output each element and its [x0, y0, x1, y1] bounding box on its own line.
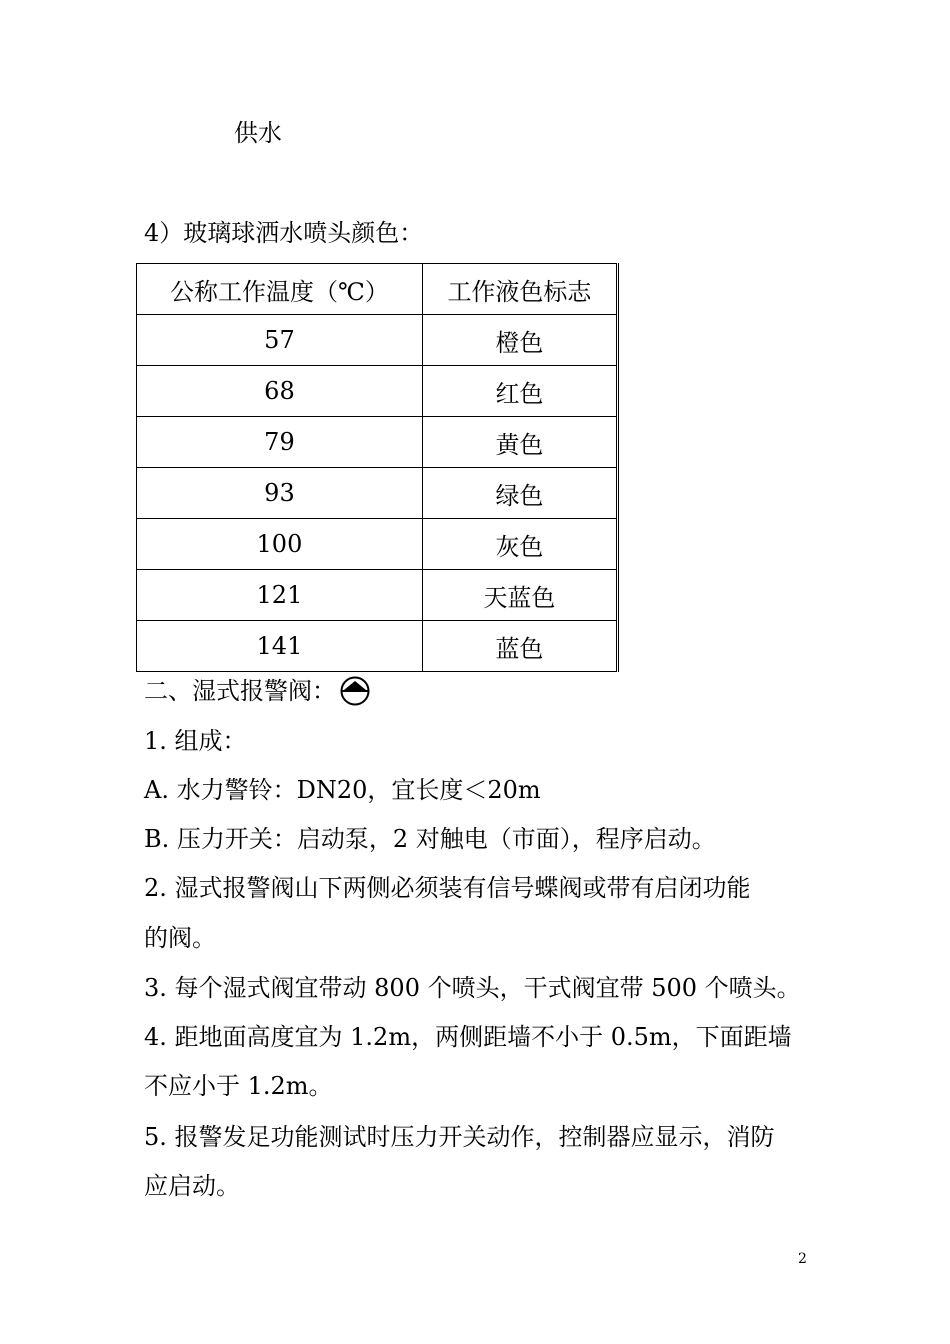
cell-color: 天蓝色	[422, 570, 617, 621]
body-line: 的阀。	[144, 924, 216, 952]
body-line: 4. 距地面高度宜为 1.2m，两侧距墙不小于 0.5m，下面距墙	[144, 1023, 792, 1051]
table-row	[137, 366, 618, 417]
table-header-row	[137, 264, 618, 315]
body-line: 2. 湿式报警阀山下两侧必须装有信号蝶阀或带有启闭功能	[144, 874, 751, 902]
cell-temperature: 57	[137, 315, 423, 366]
body-line: 不应小于 1.2m。	[144, 1072, 333, 1100]
body-line: 应启动。	[144, 1172, 240, 1200]
cell-temperature: 79	[137, 417, 423, 468]
continuation-text: 供水	[234, 119, 282, 147]
cell-temperature: 121	[137, 570, 423, 621]
body-line: 5. 报警发足功能测试时压力开关动作，控制器应显示，消防	[144, 1123, 775, 1151]
cell-color: 蓝色	[422, 621, 617, 672]
section-heading: 4）玻璃球洒水喷头颜色：	[144, 219, 424, 247]
table-row	[137, 621, 618, 672]
header-temperature: 公称工作温度（℃）	[137, 264, 423, 315]
table-row	[137, 519, 618, 570]
table-row	[137, 570, 618, 621]
body-line: B. 压力开关：启动泵，2 对触电（市面），程序启动。	[144, 825, 716, 853]
cell-temperature: 93	[137, 468, 423, 519]
table-row	[137, 417, 618, 468]
cell-color: 橙色	[422, 315, 617, 366]
table-row	[137, 468, 618, 519]
cell-temperature: 141	[137, 621, 423, 672]
wet-valve-heading: 二、湿式报警阀：	[144, 677, 336, 705]
cell-color: 红色	[422, 366, 617, 417]
cell-color: 黄色	[422, 417, 617, 468]
header-liquid-color: 工作液色标志	[422, 264, 617, 315]
body-line: 1. 组成：	[144, 727, 247, 755]
page-number: 2	[798, 1251, 807, 1267]
table-row	[137, 315, 618, 366]
cell-temperature: 68	[137, 366, 423, 417]
cell-color: 绿色	[422, 468, 617, 519]
body-line: 3. 每个湿式阀宜带动 800 个喷头，干式阀宜带 500 个喷头。	[144, 974, 801, 1002]
cell-color: 灰色	[422, 519, 617, 570]
sprinkler-color-table	[136, 263, 619, 672]
cell-temperature: 100	[137, 519, 423, 570]
wet-alarm-valve-icon	[340, 676, 370, 706]
wet-valve-heading-line	[144, 676, 370, 708]
body-line: A. 水力警铃：DN20，宜长度＜20m	[144, 776, 541, 804]
